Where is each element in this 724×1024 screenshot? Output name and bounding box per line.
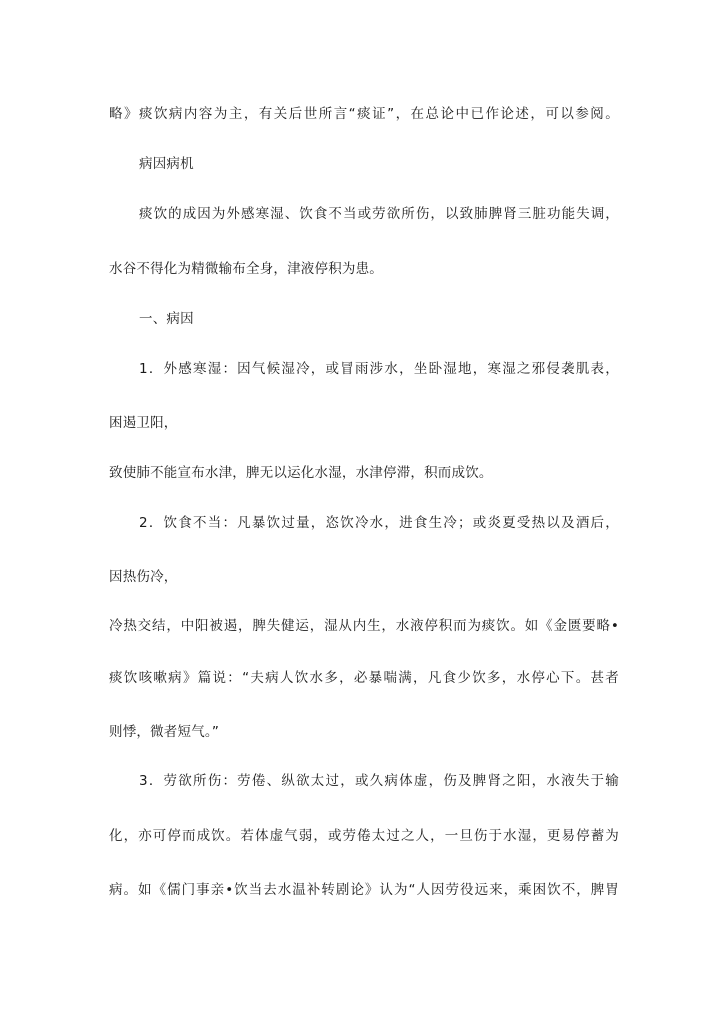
paragraph-line: 因热伤冷， <box>109 569 178 585</box>
list-item-line: 1．外感寒湿：因气候湿冷，或冒雨涉水，坐卧湿地，寒湿之邪侵袭肌表， <box>139 361 619 377</box>
list-item-line: 2．饮食不当：凡暴饮过量，恣饮冷水，进食生冷；或炎夏受热以及酒后， <box>139 515 619 531</box>
paragraph-line: 水谷不得化为精微输布全身，津液停积为患。 <box>109 261 383 277</box>
paragraph-line: 痰饮咳嗽病》篇说：“夫病人饮水多，必暴喘满，凡食少饮多，水停心下。甚者 <box>109 670 619 686</box>
subsection-heading: 一、病因 <box>139 311 194 327</box>
paragraph-continuation-line: 略》痰饮病内容为主，有关后世所言“痰证”，在总论中已作论述，可以参阅。 <box>109 106 619 122</box>
list-item-line: 3．劳欲所伤：劳倦、纵欲太过，或久病体虚，伤及脾肾之阳，水液失于输 <box>139 773 619 789</box>
paragraph-line: 致使肺不能宣布水津，脾无以运化水湿，水津停滞，积而成饮。 <box>109 465 493 481</box>
section-heading: 病因病机 <box>139 156 194 172</box>
paragraph-line: 化，亦可停而成饮。若体虚气弱，或劳倦太过之人，一旦伤于水湿，更易停蓄为 <box>109 828 619 844</box>
paragraph-line: 冷热交结，中阳被遏，脾失健运，湿从内生，水液停积而为痰饮。如《金匮要略• <box>109 618 619 634</box>
paragraph-line: 困遏卫阳， <box>109 415 178 431</box>
paragraph-line: 则悸，微者短气。” <box>109 724 220 740</box>
paragraph-line: 痰饮的成因为外感寒湿、饮食不当或劳欲所伤，以致肺脾肾三脏功能失调， <box>139 206 619 222</box>
paragraph-line: 病。如《儒门事亲•饮当去水温补转剧论》认为“人因劳役远来，乘困饮不，脾胃 <box>109 882 619 898</box>
